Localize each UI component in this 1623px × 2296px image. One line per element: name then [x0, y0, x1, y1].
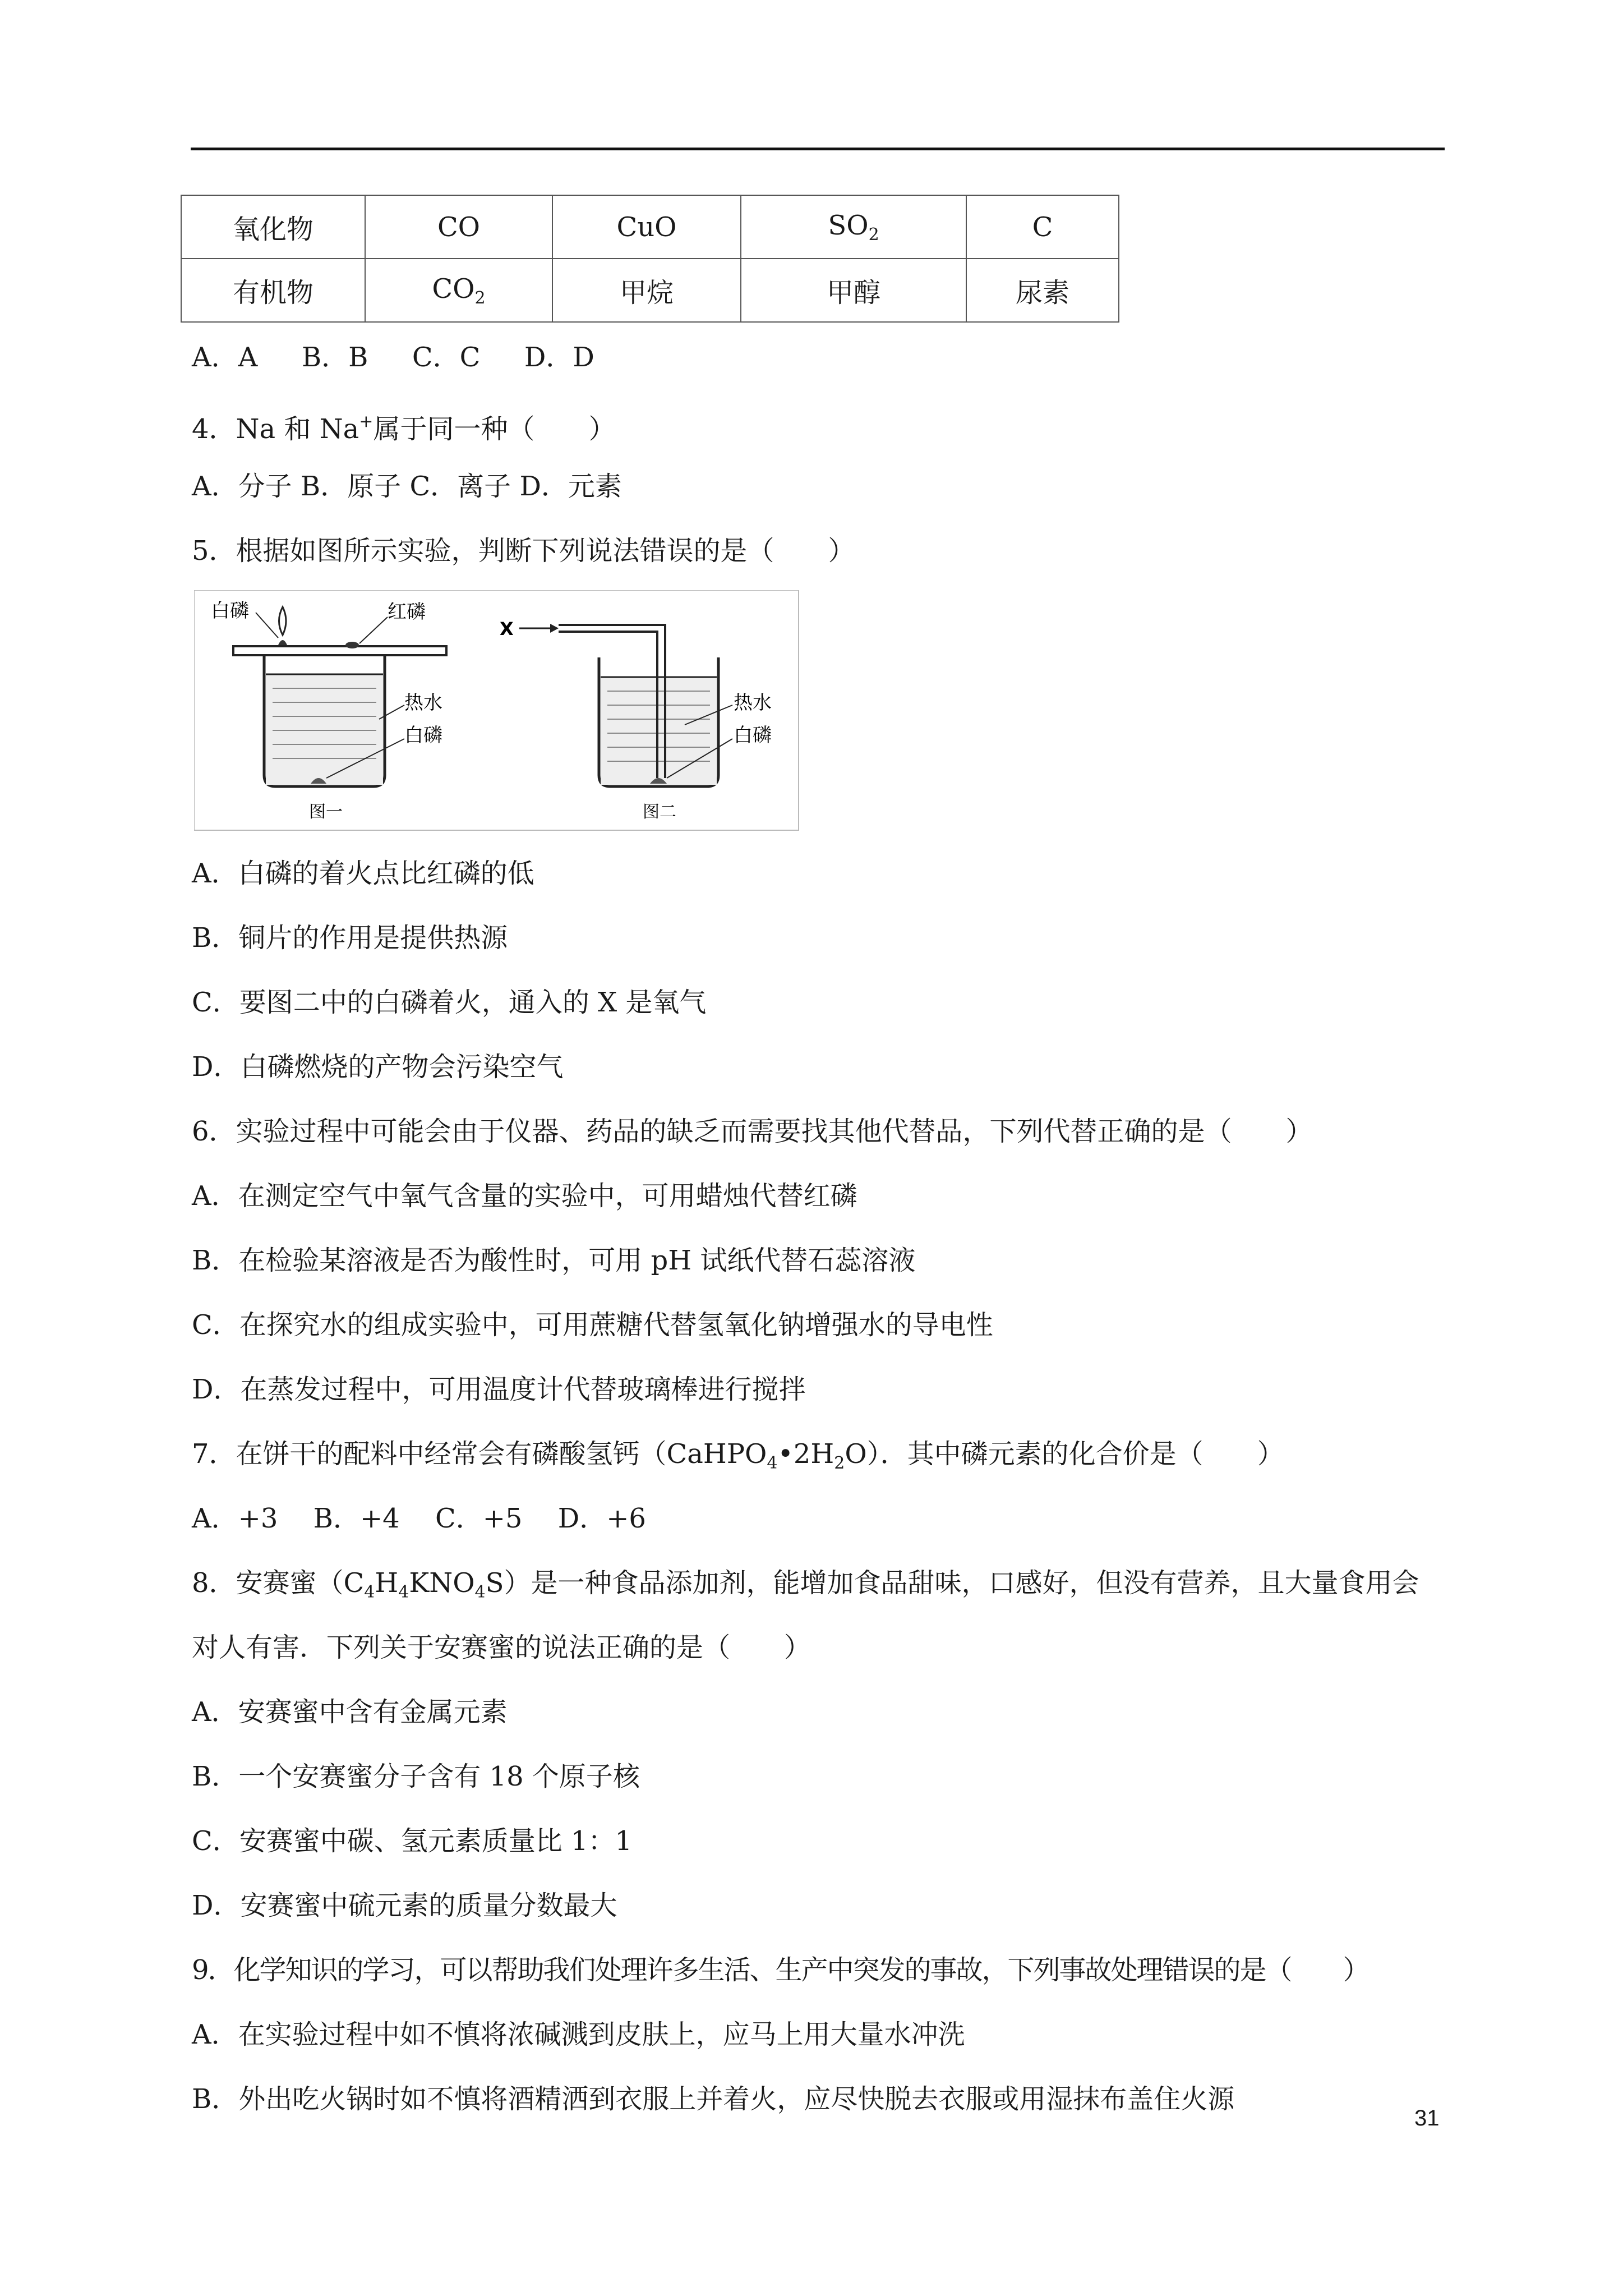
q9-option-b: B．外出吃火锅时如不慎将酒精洒到衣服上并着火，应尽快脱去衣服或用湿抹布盖住火源 — [192, 2083, 1235, 2115]
label-x-gas: X — [500, 618, 514, 639]
table-cell: 氧化物 — [181, 195, 365, 259]
q8-option-a: A．安赛蜜中含有金属元素 — [192, 1696, 508, 1728]
table-cell: $SO_2$ — [741, 195, 966, 259]
q9-stem: 9．化学知识的学习，可以帮助我们处理许多生活、生产中突发的事故，下列事故处理错误的是（ ） — [192, 1954, 1369, 1986]
q3-options: A．A B．B C．C D．D — [192, 342, 594, 373]
page-number: 31 — [1414, 2106, 1440, 2131]
q8-stem-line2: 对人有害．下列关于安赛蜜的说法正确的是（ ） — [192, 1632, 811, 1663]
label-red-phosphorus: 红磷 — [388, 601, 426, 623]
label-white-phosphorus-top: 白磷 — [211, 600, 249, 622]
header-rule — [191, 148, 1445, 150]
table-cell: 有机物 — [181, 259, 365, 322]
table-cell: CuO — [552, 195, 741, 259]
label-hot-water-2: 热水 — [734, 692, 772, 714]
q8-stem: 8．安赛蜜$(C_4H_4KNO_4S)$是一种食品添加剂，能增加食品甜味，口感好，但没有营养，且大量食用会 — [192, 1567, 1419, 1602]
caption-figure-2: 图二 — [643, 802, 676, 822]
table-cell: CO — [365, 195, 552, 259]
q7-stem: 7．在饼干的配料中经常会有磷酸氢钙$(CaHPO_4•2H_2O)$．其中磷元素的化合价是（ ） — [192, 1438, 1284, 1473]
q6-option-a: A．在测定空气中氧气含量的实验中，可用蜡烛代替红磷 — [192, 1180, 857, 1212]
label-white-phosphorus-1: 白磷 — [404, 724, 442, 747]
classification-table — [181, 195, 1119, 323]
caption-figure-1: 图一 — [309, 802, 343, 822]
arrow-right-icon — [550, 624, 559, 633]
table-cell: C — [966, 195, 1119, 259]
q4-options: A．分子 B．原子 C．离子 D．元素 — [192, 471, 622, 502]
experiment-figure — [194, 590, 800, 831]
q8-option-d: D．安赛蜜中硫元素的质量分数最大 — [192, 1890, 617, 1921]
flame-icon — [279, 607, 287, 635]
beaker-diagram — [194, 590, 800, 831]
table-row — [181, 195, 1119, 259]
table-cell: 甲烷 — [552, 259, 741, 322]
table-row — [181, 259, 1119, 322]
q8-option-c: C．安赛蜜中碳、氢元素质量比 1：1 — [192, 1825, 633, 1857]
label-hot-water-1: 热水 — [404, 692, 442, 714]
q5-option-c: C．要图二中的白磷着火，通入的 X 是氧气 — [192, 987, 707, 1018]
q4-stem: 4．Na 和 Na+属于同一种（ ） — [192, 412, 616, 445]
q5-option-a: A．白磷的着火点比红磷的低 — [192, 858, 534, 889]
q5-option-b: B．铜片的作用是提供热源 — [192, 922, 508, 954]
q6-option-b: B．在检验某溶液是否为酸性时，可用 pH 试纸代替石蕊溶液 — [192, 1245, 916, 1276]
table-cell: 尿素 — [966, 259, 1119, 322]
q5-option-d: D．白磷燃烧的产物会污染空气 — [192, 1051, 564, 1083]
q7-options: A．+3 B．+4 C．+5 D．+6 — [192, 1503, 646, 1534]
table-cell: $CO_2$ — [365, 259, 552, 322]
q6-option-c: C．在探究水的组成实验中，可用蔗糖代替氢氧化钠增强水的导电性 — [192, 1309, 993, 1341]
table-cell: 甲醇 — [741, 259, 966, 322]
q6-stem: 6．实验过程中可能会由于仪器、药品的缺乏而需要找其他代替品，下列代替正确的是（ ） — [192, 1116, 1313, 1147]
q5-stem: 5．根据如图所示实验，判断下列说法错误的是（ ） — [192, 535, 855, 567]
label-white-phosphorus-2: 白磷 — [734, 724, 772, 747]
q9-option-a: A．在实验过程中如不慎将浓碱溅到皮肤上，应马上用大量水冲洗 — [192, 2019, 965, 2050]
q6-option-d: D．在蒸发过程中，可用温度计代替玻璃棒进行搅拌 — [192, 1374, 806, 1405]
q8-option-b: B．一个安赛蜜分子含有 18 个原子核 — [192, 1761, 640, 1792]
